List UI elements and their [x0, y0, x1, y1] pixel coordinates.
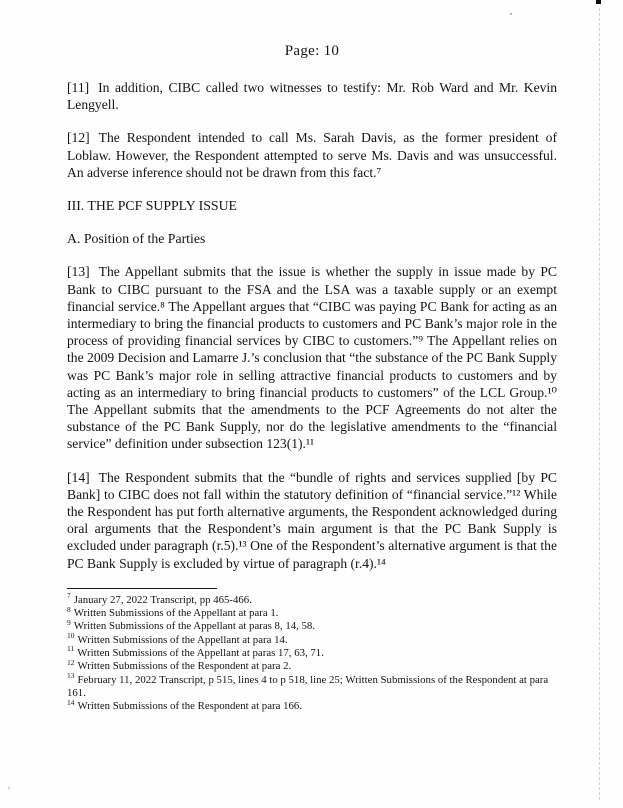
footnote-9-text: Written Submissions of the Appellant at paras 8, 14, 58.	[73, 620, 316, 633]
footnote-12-text: Written Submissions of the Respondent at para 2.	[77, 660, 292, 673]
footnote-12	[67, 657, 557, 673]
scan-artifact-speck	[8, 787, 10, 789]
footnote-8	[67, 604, 557, 620]
paragraph-13-text: The Appellant submits that the issue is whether the supply in issue made by PC Bank to CIBC pursuant to the FSA and the LSA was a taxable supply or an exempt financial service.⁸ The Appellant argues that “CIBC was paying PC Bank for acting as an intermediary to bring the financial products to customers and PC Bank’s major role in the process of providing financial services by CIBC to customers.”⁹ The Appellant relies on the 2009 Decision and Lamarre J.’s conclusion that “the substance of the PC Bank Supply was PC Bank’s major role in selling attractive financial products to customers and by acting as an intermediary to bring financial products to customers” of the LCL Group.¹⁰ The Appellant submits that the amendments to the PCF Agreements do not alter the substance of the PC Bank Supply, nor do the legislative amendments to the “financial service” definition under subsection 123(1).¹¹	[67, 264, 557, 452]
paragraph-11	[67, 79, 557, 113]
footnote-9	[67, 617, 557, 633]
paragraph-13-number: [13]	[67, 264, 90, 280]
paragraph-14-text: The Respondent submits that the “bundle of rights and services supplied [by PC Bank] to CIBC does not fall within the statutory definition of “financial service.”¹² While the Respondent has put forth alternative arguments, the Respondent acknowledged during oral arguments that the Respondent’s main argument is that the PC Bank Supply is excluded under paragraph (r.5).¹³ One of the Respondent’s alternative argument is that the PC Bank Supply is excluded by virtue of paragraph (r.4).¹⁴	[67, 469, 557, 571]
footnote-8-marker: 8	[67, 604, 71, 614]
footnote-13-marker: 13	[67, 671, 75, 681]
paragraph-12-number: [12]	[67, 130, 90, 146]
paragraph-11-text: In addition, CIBC called two witnesses to testify: Mr. Rob Ward and Mr. Kevin Lengyell.	[67, 80, 557, 113]
paragraph-13	[67, 263, 557, 452]
footnote-11-text: Written Submissions of the Appellant at paras 17, 63, 71.	[77, 647, 324, 660]
footnotes-section	[67, 588, 557, 714]
paragraph-12-text: The Respondent intended to call Ms. Sarah Davis, as the former president of Loblaw. However, the Respondent attempted to serve Ms. Davis and was unsuccessful. An adverse inference should not be drawn from this fact.⁷	[67, 130, 557, 180]
paragraph-14	[67, 469, 557, 572]
footnote-10-marker: 10	[67, 631, 75, 641]
footnote-13-text: February 11, 2022 Transcript, p 515, lines 4 to p 518, line 25; Written Submissions of the Respondent at para 161.	[67, 673, 549, 699]
footnote-8-text: Written Submissions of the Appellant at para 1.	[73, 607, 279, 620]
scan-artifact-speck	[510, 13, 512, 15]
footnote-14-marker: 14	[67, 697, 75, 707]
scan-artifact-edge-line	[599, 8, 600, 800]
paragraph-11-number: [11]	[67, 80, 90, 95]
page-number-header: Page: 10	[284, 43, 340, 59]
paragraph-12	[67, 129, 557, 181]
footnote-9-marker: 9	[67, 617, 71, 627]
footnote-10-text: Written Submissions of the Appellant at para 14.	[77, 633, 288, 646]
footnote-13	[67, 671, 557, 701]
page-content	[67, 42, 557, 714]
footnote-12-marker: 12	[67, 657, 75, 667]
section-heading-pcf-supply-issue: III. THE PCF SUPPLY ISSUE	[67, 198, 237, 214]
footnote-7-marker: 7	[67, 591, 71, 601]
footnote-7	[67, 591, 557, 607]
footnote-separator	[67, 588, 217, 589]
footnote-14	[67, 697, 557, 713]
footnote-14-text: Written Submissions of the Respondent at para 166.	[77, 700, 302, 713]
subsection-heading-position-of-parties: A. Position of the Parties	[67, 231, 206, 247]
footnote-7-text: January 27, 2022 Transcript, pp 465-466.	[73, 593, 252, 606]
footnote-11	[67, 644, 557, 660]
scan-artifact-corner-mark	[596, 0, 601, 4]
paragraph-14-number: [14]	[67, 469, 90, 485]
footnote-10	[67, 631, 557, 647]
footnote-11-marker: 11	[67, 644, 75, 654]
